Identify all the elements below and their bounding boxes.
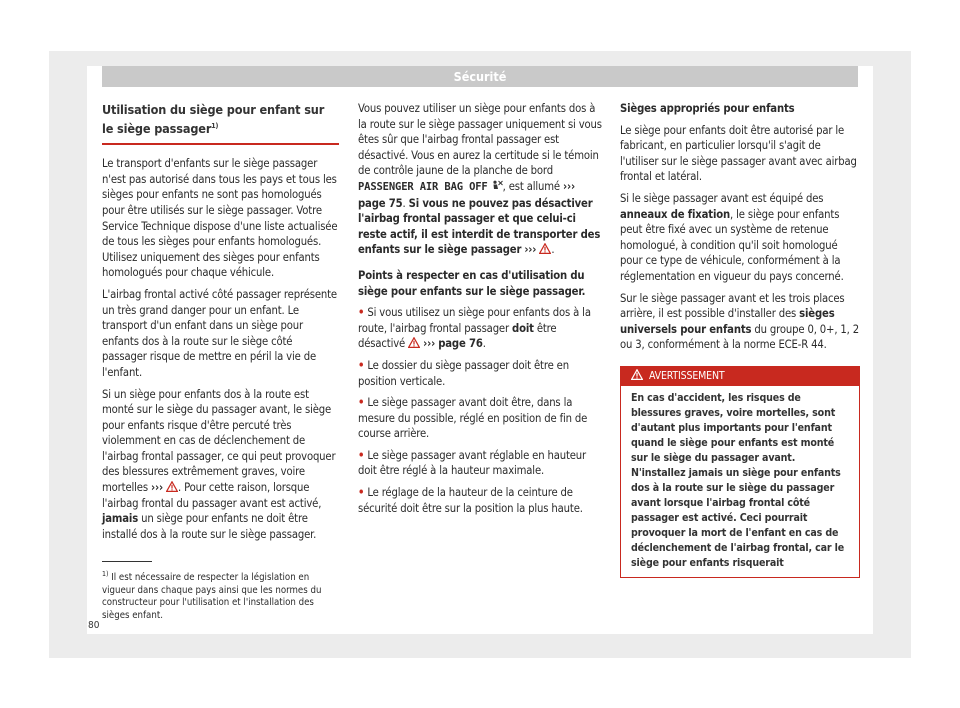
paragraph: Vous pouvez utiliser un siège pour enfants dos à la route sur le siège passager uniquement si vous êtes sûr que l'airbag frontal passager est désactivé. Vous en aurez la certitude si le témoin de contrôle jaune de la planche de bord PASSENGER AIR BAG OFF , est allumé ››› page 75. Si vous ne pouvez pas désactiver l'airbag frontal passager et que celui-ci reste actif, il est interdit de transporter des enfants sur le siège passager ››› . xyxy=(358,102,602,257)
footnote-divider xyxy=(102,561,152,562)
paragraph: Si un siège pour enfants dos à la route est monté sur le siège du passager avant, le siège pour enfants risque d'être percuté très violemment en cas de déclenchement de l'airbag frontal passager, ce qui peut provoquer des blessures extrêmement graves, voire mortelles ››› . Pour cette raison, lorsque l'airbag frontal du passager avant est activé, jamais un siège pour enfants ne doit être installé dos à la route sur le siège passager. xyxy=(102,387,336,541)
warning-text: En cas d'accident, les risques de blessures graves, voire mortelles, sont d'autant plus importants pour l'enfant quand le siège pour enfants est monté sur le siège du passager avant. N'installez jamais un siège pour enfants dos à la route sur le siège du passager avant lorsque l'airbag frontal côté passager est activé. Ceci pourrait provoquer la mort de l'enfant en cas de déclenchement de l'airbag frontal, car le siège pour enfants risquerait xyxy=(631,391,845,569)
bullet-icon: • xyxy=(358,358,365,372)
bullet-icon: • xyxy=(358,486,365,500)
paragraph: Sur le siège passager avant et les trois places arrière, il est possible d'installer des sièges universels pour enfants du groupe 0, 0+, 1, 2 ou 3, conformément à la norme ECE-R 44. xyxy=(620,291,860,352)
bullet-icon: • xyxy=(358,448,365,462)
warning-icon xyxy=(539,243,551,254)
cross-ref-arrow-icon: ››› xyxy=(524,243,537,257)
subheading: Points à respecter en cas d'utilisation du siège pour enfants sur le siège passager. xyxy=(358,268,586,298)
bullet-icon: • xyxy=(358,306,365,320)
airbag-off-icon xyxy=(491,180,503,191)
footnote-ref: 1) xyxy=(211,122,219,130)
warning-icon xyxy=(631,369,643,380)
section-header: Sécurité xyxy=(102,66,858,87)
page-reference[interactable]: page 76 xyxy=(438,337,483,351)
warning-icon xyxy=(408,337,420,348)
page-reference[interactable]: page 75 xyxy=(358,196,403,210)
warning-box xyxy=(620,366,860,578)
paragraph: Le transport d'enfants sur le siège passager n'est pas autorisé dans tous les pays et tous les sièges pour enfants ne sont pas homologués pour être utilisés sur le siège passager. Votre Service Technique dispose d'une liste actualisée de tous les sièges pour enfants homologués. Utilisez uniquement des sièges pour enfants homologués pour chaque véhicule. xyxy=(102,157,338,280)
column-left xyxy=(102,101,339,548)
paragraph: Si le siège passager avant est équipé des anneaux de fixation, le siège pour enfants peut être fixé avec un système de retenue homologué, à condition qu'il soit homologué pour ce type de véhicule, conformément à la réglementation en vigueur du pays concerné. xyxy=(620,191,844,283)
column-middle xyxy=(358,101,603,522)
column-right xyxy=(620,101,860,578)
bullet-icon: • xyxy=(358,396,365,410)
warning-header: AVERTISSEMENT xyxy=(621,367,859,386)
cross-ref-arrow-icon: ››› xyxy=(150,481,163,495)
subheading: Sièges appropriés pour enfants xyxy=(620,102,795,115)
footnote: $^{1)}$ Il est nécessaire de respecter la législation en vigueur dans chaque pays ainsi que les normes du constructeur pour l'utilisation et l'installation des sièges enfant. xyxy=(102,570,322,621)
list-item: • Le siège passager avant réglable en hauteur doit être réglé à la hauteur maximale. xyxy=(358,448,587,478)
cross-ref-arrow-icon: ››› xyxy=(423,337,436,351)
section-heading: Utilisation du siège pour enfant sur le siège passager$^{1)}$ xyxy=(102,101,339,145)
list-item: • Le siège passager avant doit être, dans la mesure du possible, réglé en position de fin de course arrière. xyxy=(358,396,588,441)
list-item: • Le dossier du siège passager doit être en position verticale. xyxy=(358,358,569,388)
page-number: 80 xyxy=(88,620,100,631)
paragraph: Le siège pour enfants doit être autorisé par le fabricant, en particulier lorsqu'il s'agit de l'utiliser sur le siège passager avant avec airbag frontal et latéral. xyxy=(620,123,857,184)
list-item: • Le réglage de la hauteur de la ceinture de sécurité doit être sur la position la plus haute. xyxy=(358,486,583,515)
list-item: • Si vous utilisez un siège pour enfants dos à la route, l'airbag frontal passager doit être désactivé ››› page 76. xyxy=(358,306,591,351)
paragraph: L'airbag frontal activé côté passager représente un très grand danger pour un enfant. Le transport d'un enfant dans un siège pour enfants dos à la route sur le siège côté passager risque de mettre en péril la vie de l'enfant. xyxy=(102,287,337,379)
indicator-label: PASSENGER AIR BAG OFF xyxy=(358,180,488,193)
warning-icon xyxy=(166,481,178,492)
cross-ref-arrow-icon: ››› xyxy=(563,179,576,193)
